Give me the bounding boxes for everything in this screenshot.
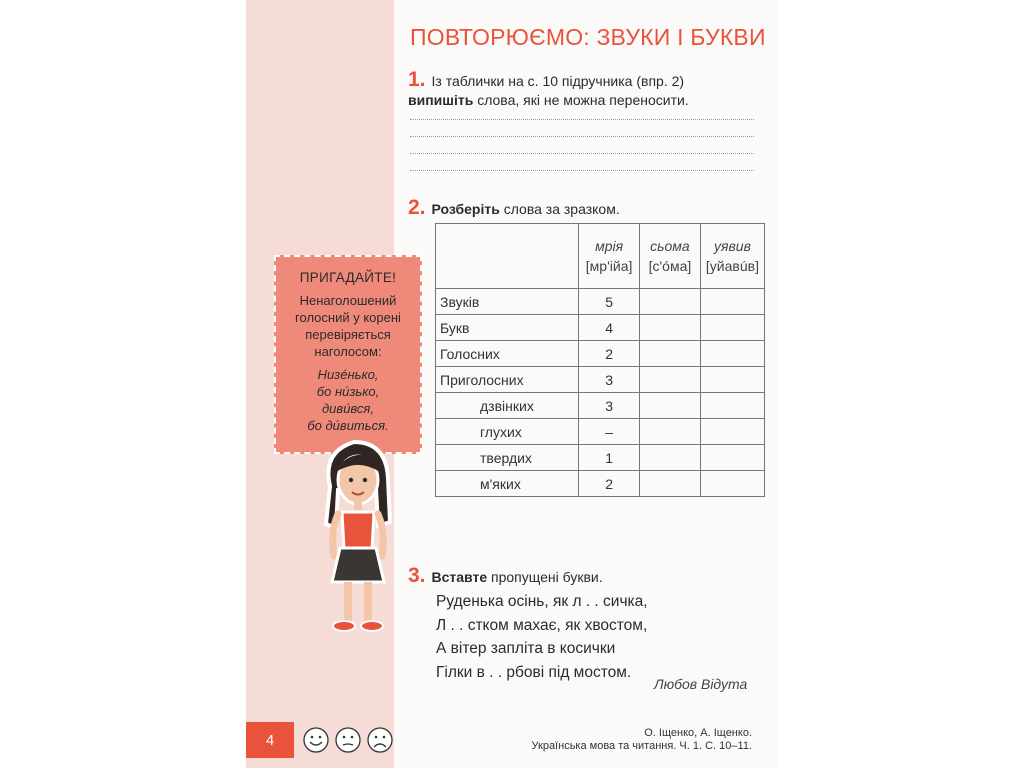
row-label: Приголосних — [436, 367, 579, 393]
table-row — [436, 419, 765, 445]
table-row — [436, 315, 765, 341]
task-number: 1. — [408, 68, 426, 91]
poem-line[interactable]: Руденька осінь, як л . . сичка, — [436, 593, 648, 610]
answer-cell[interactable] — [700, 367, 764, 393]
row-label: Голосних — [436, 341, 579, 367]
sample-value: 5 — [579, 289, 640, 315]
word-header-cell — [579, 224, 640, 289]
page-title: ПОВТОРЮЄМО: ЗВУКИ І БУКВИ — [410, 24, 766, 50]
example-line: Низéнько, — [317, 367, 379, 382]
table-row — [436, 367, 765, 393]
table-header-row — [436, 224, 765, 289]
reminder-examples — [282, 366, 414, 434]
row-label: дзвінких — [436, 393, 579, 419]
row-label: твердих — [436, 445, 579, 471]
task-1 — [408, 70, 754, 110]
table-row — [436, 445, 765, 471]
answer-cell[interactable] — [639, 393, 700, 419]
table-row — [436, 341, 765, 367]
happy-face-icon[interactable] — [304, 728, 328, 752]
answer-cell[interactable] — [700, 471, 764, 497]
transcription: [уйавúв] — [705, 258, 759, 274]
self-assessment-faces — [302, 722, 394, 758]
task-2 — [408, 196, 620, 220]
girl-figure — [326, 442, 390, 631]
answer-cell[interactable] — [639, 341, 700, 367]
answer-cell[interactable] — [700, 341, 764, 367]
poem-author: Любов Відута — [654, 676, 748, 692]
answer-cell[interactable] — [639, 445, 700, 471]
answer-cell[interactable] — [639, 289, 700, 315]
answer-cell[interactable] — [639, 419, 700, 445]
answer-cell[interactable] — [639, 367, 700, 393]
task-text: слова, які не можна переносити. — [477, 92, 689, 108]
task-text: Із таблички на с. 10 підручника (впр. 2) — [431, 73, 685, 89]
sample-value: 3 — [579, 393, 640, 419]
table-row — [436, 289, 765, 315]
row-label: Звуків — [436, 289, 579, 315]
reminder-title: ПРИГАДАЙТЕ! — [299, 270, 397, 285]
poem-line[interactable]: Гілки в . . рбові під мостом. — [436, 663, 632, 681]
transcription: [мр'ійа] — [585, 258, 633, 274]
writing-line[interactable] — [410, 136, 754, 137]
page-number: 4 — [246, 722, 294, 758]
workbook-page — [246, 0, 778, 768]
table-corner-cell — [436, 224, 579, 289]
answer-cell[interactable] — [700, 419, 764, 445]
sample-value: – — [579, 419, 640, 445]
word-header-cell — [639, 224, 700, 289]
footer-reference: Українська мова та читання. Ч. 1. С. 10–11. — [531, 740, 752, 752]
task-3 — [408, 564, 603, 588]
task-text: пропущені букви. — [491, 569, 603, 585]
neutral-face-icon[interactable] — [336, 728, 360, 752]
source-footer — [532, 727, 752, 753]
table-row — [436, 471, 765, 497]
sample-value: 4 — [579, 315, 640, 341]
transcription: [с'óма] — [648, 258, 692, 274]
answer-cell[interactable] — [700, 393, 764, 419]
answer-cell[interactable] — [700, 289, 764, 315]
answer-cell[interactable] — [639, 471, 700, 497]
answer-cell[interactable] — [700, 445, 764, 471]
footer-authors: О. Іщенко, А. Іщенко. — [644, 727, 752, 739]
writing-line[interactable] — [410, 119, 754, 120]
phonetic-analysis-table — [435, 223, 765, 497]
poem — [436, 590, 648, 684]
example-line: бо дúвиться. — [307, 418, 389, 433]
answer-cell[interactable] — [639, 315, 700, 341]
word: уявив — [714, 238, 751, 254]
row-label: м'яких — [436, 471, 579, 497]
answer-cell[interactable] — [700, 315, 764, 341]
row-label: глухих — [436, 419, 579, 445]
poem-line: А вітер запліта в косички — [436, 640, 616, 657]
sample-value: 2 — [579, 471, 640, 497]
task-verb: Розберіть — [431, 201, 500, 217]
reminder-rule: Ненаголошений голосний у корені перевіряється наголосом: — [295, 293, 401, 359]
sample-value: 3 — [579, 367, 640, 393]
poem-line[interactable]: Л . . стком махає, як хвостом, — [436, 616, 648, 634]
task-verb: Вставте — [431, 569, 488, 585]
word: сьома — [650, 238, 690, 254]
task-verb: випишіть — [408, 92, 474, 108]
sad-face-icon[interactable] — [368, 728, 392, 752]
task-text: слова за зразком. — [503, 201, 620, 217]
example-line: бо нúзько, — [316, 384, 380, 399]
sample-value: 2 — [579, 341, 640, 367]
writing-line[interactable] — [410, 170, 754, 171]
word: мрія — [595, 238, 624, 254]
word-header-cell — [700, 224, 764, 289]
task-number: 3. — [408, 564, 426, 587]
reminder-box — [274, 255, 422, 454]
table-row — [436, 393, 765, 419]
row-label: Букв — [436, 315, 579, 341]
writing-line[interactable] — [410, 153, 754, 154]
sample-value: 1 — [579, 445, 640, 471]
girl-illustration — [308, 432, 408, 642]
example-line: дивúвся, — [322, 401, 374, 416]
task-number: 2. — [408, 196, 426, 219]
